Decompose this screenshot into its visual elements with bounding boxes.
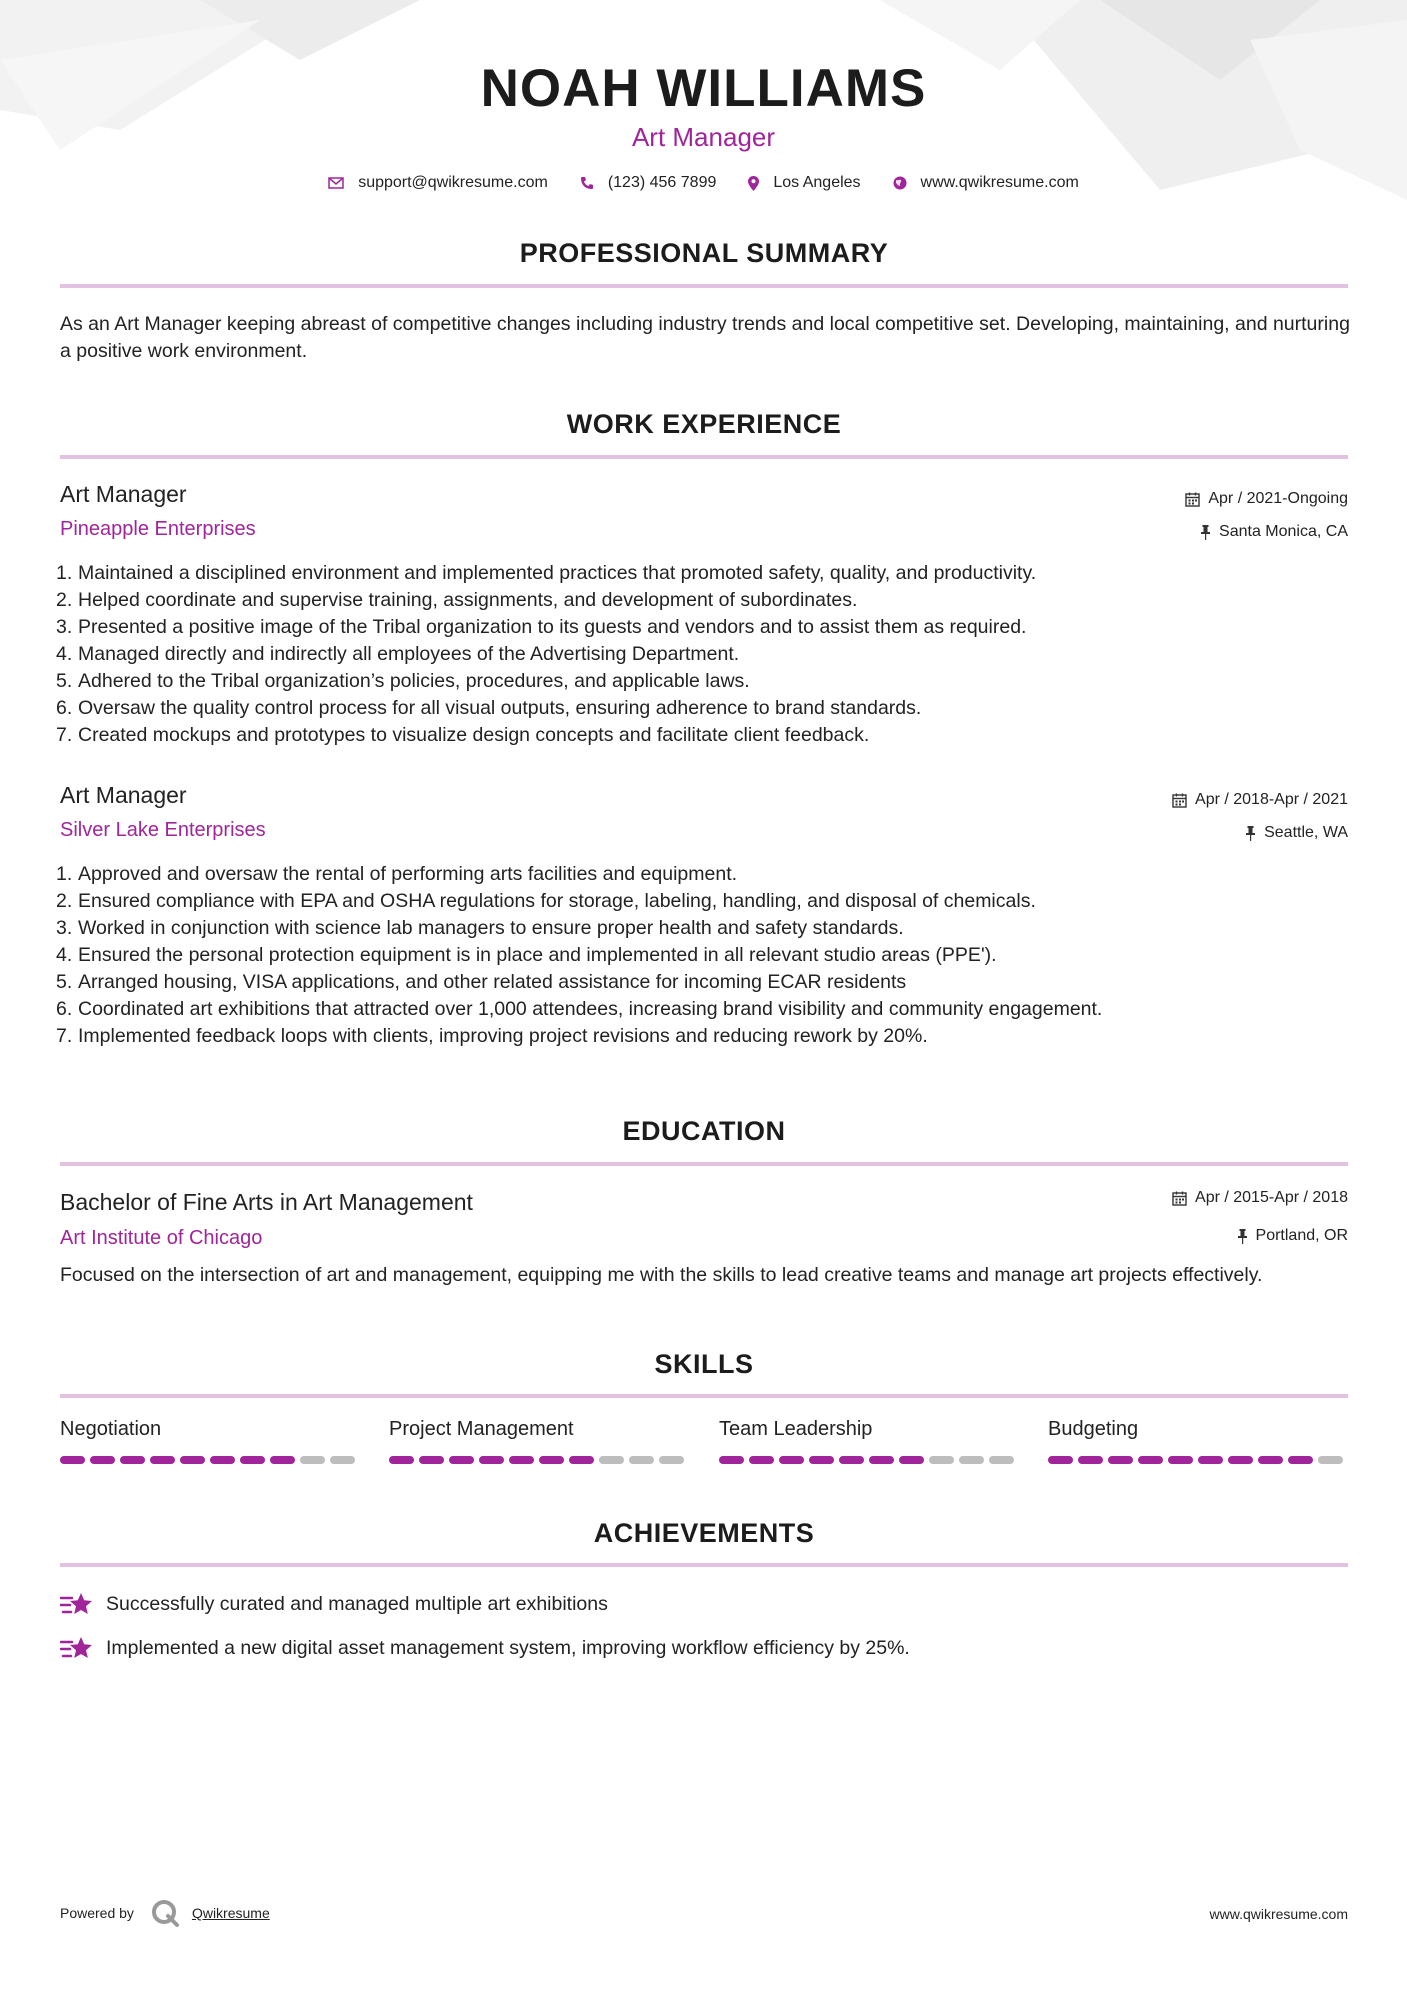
skill-dot-filled [389, 1456, 414, 1464]
shooting-star-icon [60, 1590, 94, 1618]
list-item-text: Managed directly and indirectly all employees of the Advertising Department. [78, 643, 740, 665]
skill-dot-filled [1138, 1456, 1163, 1464]
job-dates [1185, 490, 1348, 508]
calendar-icon [1185, 492, 1200, 507]
list-item: 2. Helped coordinate and supervise training, assignments, and development of subordinates. [56, 587, 1306, 614]
skill-dot-empty [959, 1456, 984, 1464]
contact-email-text: support@qwikresume.com [358, 174, 548, 191]
skill-name: Project Management [389, 1418, 574, 1440]
skill-dot-filled [449, 1456, 474, 1464]
summary-text: As an Art Manager keeping abreast of competitive changes including industry trends and local competitive set. Developing, maintaining, and nurturing a positive work environment. [60, 313, 1350, 362]
skill-dot-filled [539, 1456, 564, 1464]
list-item: 4. Ensured the personal protection equipment is in place and implemented in all relevant studio areas (PPE'). [56, 942, 1306, 969]
list-item: 3. Presented a positive image of the Tribal organization to its guests and vendors and to assist them as required. [56, 614, 1306, 641]
skill-dot-filled [479, 1456, 504, 1464]
skill-dot-filled [60, 1456, 85, 1464]
list-item: 1. Approved and oversaw the rental of performing arts facilities and equipment. [56, 861, 1306, 888]
qwikresume-logo-icon [150, 1898, 180, 1928]
skill-dot-empty [929, 1456, 954, 1464]
list-item: 1. Maintained a disciplined environment and implemented practices that promoted safety, quality, and productivity. [56, 560, 1306, 587]
list-item: 5. Adhered to the Tribal organization’s policies, procedures, and applicable laws. [56, 668, 1306, 695]
skill-dot-empty [989, 1456, 1014, 1464]
degree-title: Bachelor of Fine Arts in Art Management [60, 1189, 473, 1215]
skill-dot-filled [90, 1456, 115, 1464]
skill-name: Team Leadership [719, 1418, 873, 1440]
skill-item [60, 1418, 360, 1464]
candidate-name: NOAH WILLIAMS [480, 59, 927, 118]
skill-dot-empty [629, 1456, 654, 1464]
skill-dot-filled [1108, 1456, 1133, 1464]
qwikresume-link[interactable]: Qwikresume [191, 1905, 270, 1921]
skill-dot-filled [509, 1456, 534, 1464]
skill-dot-filled [1078, 1456, 1103, 1464]
summary-divider [60, 284, 1348, 288]
skill-dot-filled [719, 1456, 744, 1464]
skill-dot-filled [1168, 1456, 1193, 1464]
skill-item [1048, 1418, 1348, 1464]
job-location-text: Seattle, WA [1264, 824, 1348, 841]
job-title: Art Manager [60, 481, 187, 507]
company-name: Silver Lake Enterprises [60, 819, 266, 841]
achievements-heading: ACHIEVEMENTS [593, 1518, 815, 1548]
list-item-text: Adhered to the Tribal organization’s policies, procedures, and applicable laws. [78, 670, 750, 692]
skill-dot-filled [180, 1456, 205, 1464]
skill-dot-filled [809, 1456, 834, 1464]
footer-url[interactable]: www.qwikresume.com [1209, 1906, 1348, 1922]
list-item: 6. Oversaw the quality control process for all visual outputs, ensuring adherence to brand standards. [56, 695, 1306, 722]
achievement-text: Implemented a new digital asset management system, improving workflow efficiency by 25%. [106, 1636, 910, 1659]
contact-phone[interactable] [580, 174, 717, 192]
skill-dot-filled [270, 1456, 295, 1464]
skill-dot-filled [779, 1456, 804, 1464]
summary-heading: PROFESSIONAL SUMMARY [519, 238, 889, 268]
pushpin-icon [1237, 1229, 1248, 1244]
school-name: Art Institute of Chicago [60, 1227, 263, 1249]
skill-level-meter [1048, 1456, 1348, 1464]
skill-dot-filled [899, 1456, 924, 1464]
list-item-text: Oversaw the quality control process for all visual outputs, ensuring adherence to brand standards. [78, 697, 922, 719]
job-location [1200, 523, 1348, 541]
skills-divider [60, 1394, 1348, 1398]
contact-phone-text: (123) 456 7899 [607, 174, 717, 191]
list-item-text: Helped coordinate and supervise training, assignments, and development of subordinates. [78, 589, 858, 611]
skill-dot-filled [869, 1456, 894, 1464]
achievement-item [60, 1590, 608, 1618]
skill-dot-empty [1318, 1456, 1343, 1464]
list-item-text: Ensured the personal protection equipment is in place and implemented in all relevant studio areas (PPE'). [78, 944, 997, 966]
skills-heading: SKILLS [654, 1349, 754, 1379]
list-item-text: Implemented feedback loops with clients, improving project revisions and reducing rework by 20%. [78, 1025, 928, 1047]
experience-divider [60, 455, 1348, 459]
achievement-text: Successfully curated and managed multiple art exhibitions [106, 1592, 608, 1615]
job-responsibilities [56, 861, 1306, 1050]
job-responsibilities [56, 560, 1306, 749]
skill-dot-filled [749, 1456, 774, 1464]
candidate-title: Art Manager [631, 122, 776, 152]
skill-dot-filled [569, 1456, 594, 1464]
education-heading: EDUCATION [622, 1116, 786, 1146]
list-item-text: Arranged housing, VISA applications, and other related assistance for incoming ECAR residents [78, 971, 907, 993]
skill-dot-filled [1288, 1456, 1313, 1464]
list-item-text: Ensured compliance with EPA and OSHA regulations for storage, labeling, handling, and disposal of chemicals. [78, 890, 1036, 912]
list-item: 6. Coordinated art exhibitions that attracted over 1,000 attendees, increasing brand visibility and community engagement. [56, 996, 1306, 1023]
achievements-divider [60, 1563, 1348, 1567]
skill-dot-filled [210, 1456, 235, 1464]
skill-dot-empty [300, 1456, 325, 1464]
skill-dot-filled [839, 1456, 864, 1464]
contact-website[interactable] [893, 174, 1079, 192]
list-item-text: Maintained a disciplined environment and implemented practices that promoted safety, quality, and productivity. [78, 562, 1037, 584]
skill-dot-empty [330, 1456, 355, 1464]
skill-dot-empty [659, 1456, 684, 1464]
shooting-star-icon [60, 1634, 94, 1662]
list-item: 2. Ensured compliance with EPA and OSHA regulations for storage, labeling, handling, and disposal of chemicals. [56, 888, 1306, 915]
skill-item [389, 1418, 689, 1464]
skill-level-meter [719, 1456, 1019, 1464]
list-item-text: Worked in conjunction with science lab managers to ensure proper health and safety standards. [78, 917, 904, 939]
skill-name: Budgeting [1048, 1418, 1139, 1440]
calendar-icon [1172, 793, 1187, 808]
skill-dot-filled [1258, 1456, 1283, 1464]
pushpin-icon [1245, 826, 1256, 841]
education-location-text: Portland, OR [1255, 1227, 1348, 1244]
skill-name: Negotiation [60, 1418, 162, 1440]
job-dates-text: Apr / 2021-Ongoing [1208, 490, 1348, 507]
phone-icon [580, 176, 594, 190]
powered-by-label: Powered by [60, 1905, 134, 1921]
contact-website-text: www.qwikresume.com [920, 174, 1079, 191]
skill-level-meter [389, 1456, 689, 1464]
company-name: Pineapple Enterprises [60, 518, 256, 540]
contact-email[interactable] [328, 174, 548, 192]
skill-dot-filled [240, 1456, 265, 1464]
job-dates [1172, 791, 1348, 809]
experience-heading: WORK EXPERIENCE [566, 409, 842, 439]
achievement-item [60, 1634, 910, 1662]
education-location [1237, 1227, 1348, 1245]
education-divider [60, 1162, 1348, 1166]
education-description: Focused on the intersection of art and management, equipping me with the skills to lead creative teams and manage art projects effectively. [60, 1264, 1263, 1286]
list-item-text: Approved and oversaw the rental of performing arts facilities and equipment. [78, 863, 738, 885]
skill-dot-filled [419, 1456, 444, 1464]
education-dates [1172, 1189, 1348, 1207]
job-dates-text: Apr / 2018-Apr / 2021 [1195, 791, 1348, 808]
skill-dot-filled [150, 1456, 175, 1464]
list-item-text: Created mockups and prototypes to visualize design concepts and facilitate client feedback. [78, 724, 870, 746]
job-title: Art Manager [60, 782, 187, 808]
skill-item [719, 1418, 1019, 1464]
contact-bar [0, 174, 1407, 192]
list-item-text: Coordinated art exhibitions that attracted over 1,000 attendees, increasing brand visibility and community engagement. [78, 998, 1103, 1020]
skill-level-meter [60, 1456, 360, 1464]
skill-dot-filled [1228, 1456, 1253, 1464]
education-dates-text: Apr / 2015-Apr / 2018 [1195, 1189, 1348, 1206]
skill-dot-filled [120, 1456, 145, 1464]
list-item: 7. Created mockups and prototypes to visualize design concepts and facilitate client feedback. [56, 722, 1306, 749]
list-item: 5. Arranged housing, VISA applications, and other related assistance for incoming ECAR residents [56, 969, 1306, 996]
list-item-text: Presented a positive image of the Tribal organization to its guests and vendors and to assist them as required. [78, 616, 1027, 638]
globe-icon [893, 176, 907, 190]
list-item: 3. Worked in conjunction with science lab managers to ensure proper health and safety standards. [56, 915, 1306, 942]
calendar-icon [1172, 1191, 1187, 1206]
envelope-icon [328, 177, 344, 189]
skill-dot-empty [599, 1456, 624, 1464]
map-pin-icon [748, 176, 759, 191]
contact-location-text: Los Angeles [773, 174, 861, 191]
skill-dot-filled [1198, 1456, 1223, 1464]
job-location [1245, 824, 1348, 842]
job-location-text: Santa Monica, CA [1219, 523, 1348, 540]
contact-location [748, 174, 860, 192]
skill-dot-filled [1048, 1456, 1073, 1464]
footer-powered-by [60, 1898, 270, 1928]
list-item: 4. Managed directly and indirectly all employees of the Advertising Department. [56, 641, 1306, 668]
list-item: 7. Implemented feedback loops with clients, improving project revisions and reducing rework by 20%. [56, 1023, 1306, 1050]
pushpin-icon [1200, 525, 1211, 540]
